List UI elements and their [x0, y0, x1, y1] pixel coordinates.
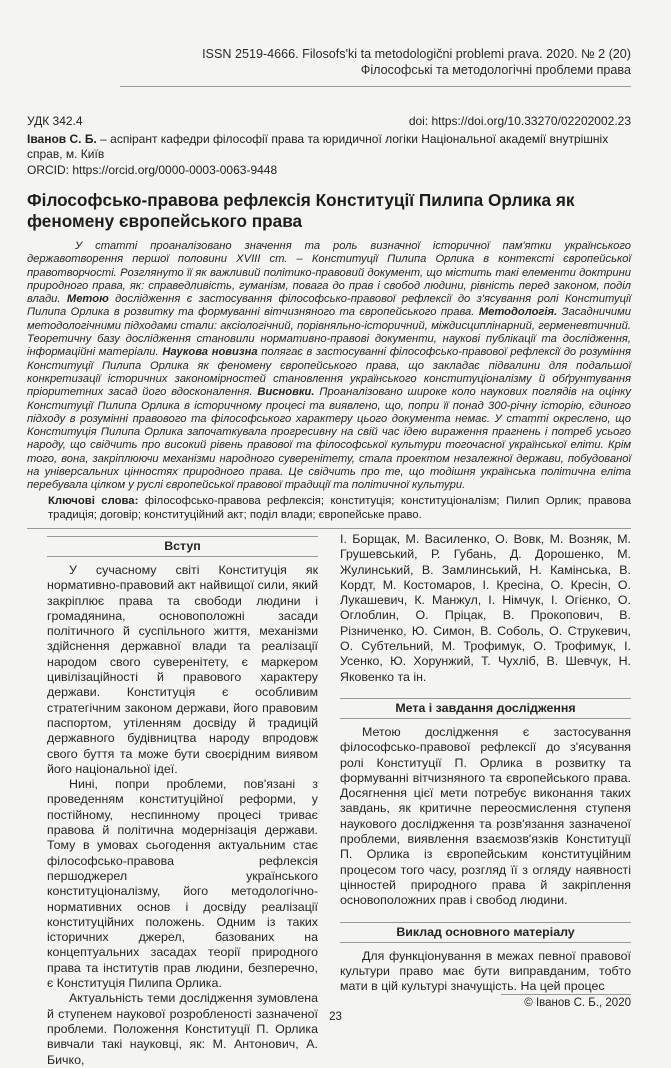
abstract-novelty: полягає в застосуванні філософсько-правової рефлексії до розуміння Конституції Пилипа Орлика як феномену європейського права, що закладає підвалини для подальшої конкретизації історичних закономірностей становлення українського конституціоналізму й обґрунтування пріоритетних засад його вдосконалення.: [27, 346, 631, 399]
keywords: [27, 494, 631, 522]
keywords-text: філософсько-правова рефлексія; конституція; конституціоналізм; Пилип Орлик; правова традиція; договір; конституційний акт; поділ влади; європейське право.: [48, 495, 631, 521]
journal-title-line: Філософські та методологічні проблеми права: [360, 63, 631, 77]
scholars-list: І. Борщак, М. Василенко, О. Вовк, М. Возняк, М. Грушевський, Р. Губань, Д. Дорошенко, М. Жулинський, В. Замлинський, Н. Камінська, В. Кордт, М. Костомаров, І. Кресіна, О. Кресін, О. Лукашевич, К. Манжул, І. Німчук, І. Огієнко, О. Оглоблин, О. Пріцак, В. Прокопович, В. Різниченко, Ю. Симон, В. Соболь, О. Струкевич, О. Субтельний, М. Трофимук, О. Трофимук, І. Усенко, Ю. Хорунжий, Т. Чухліб, В. Шевчук, Н. Яковенко та ін.: [340, 532, 631, 684]
intro-paragraph-2: Нині, попри проблеми, пов'язані з проведенням конституційної реформи, у постійному, неспинному процесі триває правова й політична модернізація держави. Тому в умовах сьогодення актуальним стає філософсько-правова рефлексія першоджерел українського конституціоналізму, його методологічно-нормативних основ і досвіду реалізації конституційних положень. Одним із таких історичних джерел, базованих на концептуальних засадах теорії природного права та інститутів прав людини, безперечно, є Конституція Пилипа Орлика.: [47, 777, 318, 991]
abstract-intro: У статті проаналізовано значення та роль визначної історичної пам'ятки українського державотворення першої половини XVIII ст. – Конституції Пилипа Орлика в контексті європейської правотворчості. Розглянуто її як важливий політико-правовий документ, що містить такі елементи доктрини природного права, як: справедливість, гуманізм, повага до прав і свобод людини, рівність перед законом, поділ влади.: [27, 240, 631, 306]
keywords-divider: [27, 528, 631, 529]
udc-code: УДК 342.4: [27, 114, 83, 128]
journal-header: [120, 46, 631, 87]
section-heading-main: Виклад основного матеріалу: [340, 922, 631, 943]
right-column: [340, 532, 631, 994]
keywords-label: Ключові слова:: [48, 495, 139, 507]
abstract-method: Засадничими методологічними підходами стали: аксіологічний, порівняльно-історичний, міждисциплінарний, герменевтичний. Теоретичну базу дослідження становили нормативно-правові документи, наукові публікації та дослідження, інформаційні матеріали.: [27, 306, 631, 359]
main-paragraph-1: Для функціонування в межах певної правової культури право має бути виправданим, тобто мати в цій культурі значущість. На цей процес: [340, 948, 631, 994]
author-info: [27, 132, 631, 162]
abstract-goal-label: Метою: [66, 293, 109, 306]
abstract-method-label: Методологія.: [478, 306, 558, 319]
article-meta: [27, 114, 631, 178]
abstract-goal: дослідження є застосування філософсько-правової рефлексії до з'ясування ролі Конституції Пилипа Орлика в розвитку та формуванні вітчизняного та європейського права.: [27, 293, 631, 319]
abstract-conclusions: Проаналізовано широке коло наукових поглядів на оцінку Конституції Пилипа Орлика в історичному процесі та виявлено, що, попри її понад 300-річну історію, єдиного підходу в розумінні правового та філософського характеру цього документа немає. У статті окреслено, що Конституція Пилипа Орлика започаткувала прогресивну на свій час ідею вираження прагнень і потреб усього народу, що свідчить про високий рівень правової та філософської культури тогочасної української еліти. Крім того, вона, закріплюючи механізми народного суверенітету, стала проектом незалежної держави, побудованої на універсальних цінностях природного права. Це свідчить про те, що тодішня українська політична еліта перебувала цілком у руслі європейської правової традиції та політичної культури.: [27, 386, 631, 492]
abstract-novelty-label: Наукова новизна: [162, 346, 258, 359]
orcid-link[interactable]: ORCID: https://orcid.org/0000-0003-0063-9448: [27, 162, 278, 177]
intro-paragraph-3: Актуальність теми дослідження зумовлена й ступенем наукової розробленості зазначеної проблеми. Положення Конституції П. Орлика вивчали такі науковці, як: М. Антонович, А. Бичко,: [47, 991, 318, 1067]
left-column: [47, 532, 318, 1068]
intro-paragraph-1: У сучасному світі Конституція як нормативно-правовий акт найвищої сили, який закріплює права та свободи людини і громадянина, основоположні засади політичного й суспільного життя, механізми здійснення державної влади та реалізації народом свого суверенітету, є маркером цивілізаційності й правового характеру держави. Конституція є особливим стратегічним законом держави, його правовим паспортом, утіленням досвіду й традицій державного будівництва народу впродовж свого буття та може бути своєрідним виявом його національної ідеї.: [47, 563, 318, 776]
section-heading-aims: Мета і завдання дослідження: [340, 698, 631, 719]
doi-link[interactable]: doi: https://doi.org/10.33270/02202002.23: [408, 114, 631, 128]
author-affiliation: – аспірант кафедри філософії права та юридичної логіки Національної академії внутрішніх справ, м. Київ: [27, 132, 609, 162]
section-heading-intro: Вступ: [47, 536, 318, 557]
author-name: Іванов С. Б.: [27, 132, 97, 147]
abstract: [27, 240, 631, 493]
aims-paragraph: Метою дослідження є застосування філософсько-правової рефлексії до з'ясування ролі Конституції П. Орлика в розвитку та формуванні вітчизняного та європейського права. Досягнення цієї мети потребує виконання таких завдань, як критичне переосмислення ступеня наукового дослідження та розв'язання зазначеної проблеми, виявлення взаємозв'язків Конституції П. Орлика із європейським конституційним процесом того часу, розгляд її з огляду наявності цінностей природного права й закріплення основоположних прав і свобод людини.: [340, 724, 631, 908]
abstract-conclusions-label: Висновки.: [257, 386, 315, 399]
copyright-note: © Іванов С. Б., 2020: [501, 994, 631, 1009]
article-title: Філософсько-правова рефлексія Конституції Пилипа Орлика як феномену європейського права: [27, 190, 575, 231]
page-number: 23: [329, 1011, 342, 1023]
journal-issn-line: ISSN 2519-4666. Filosofs'ki ta metodologični problemi prava. 2020. № 2 (20): [202, 47, 631, 61]
